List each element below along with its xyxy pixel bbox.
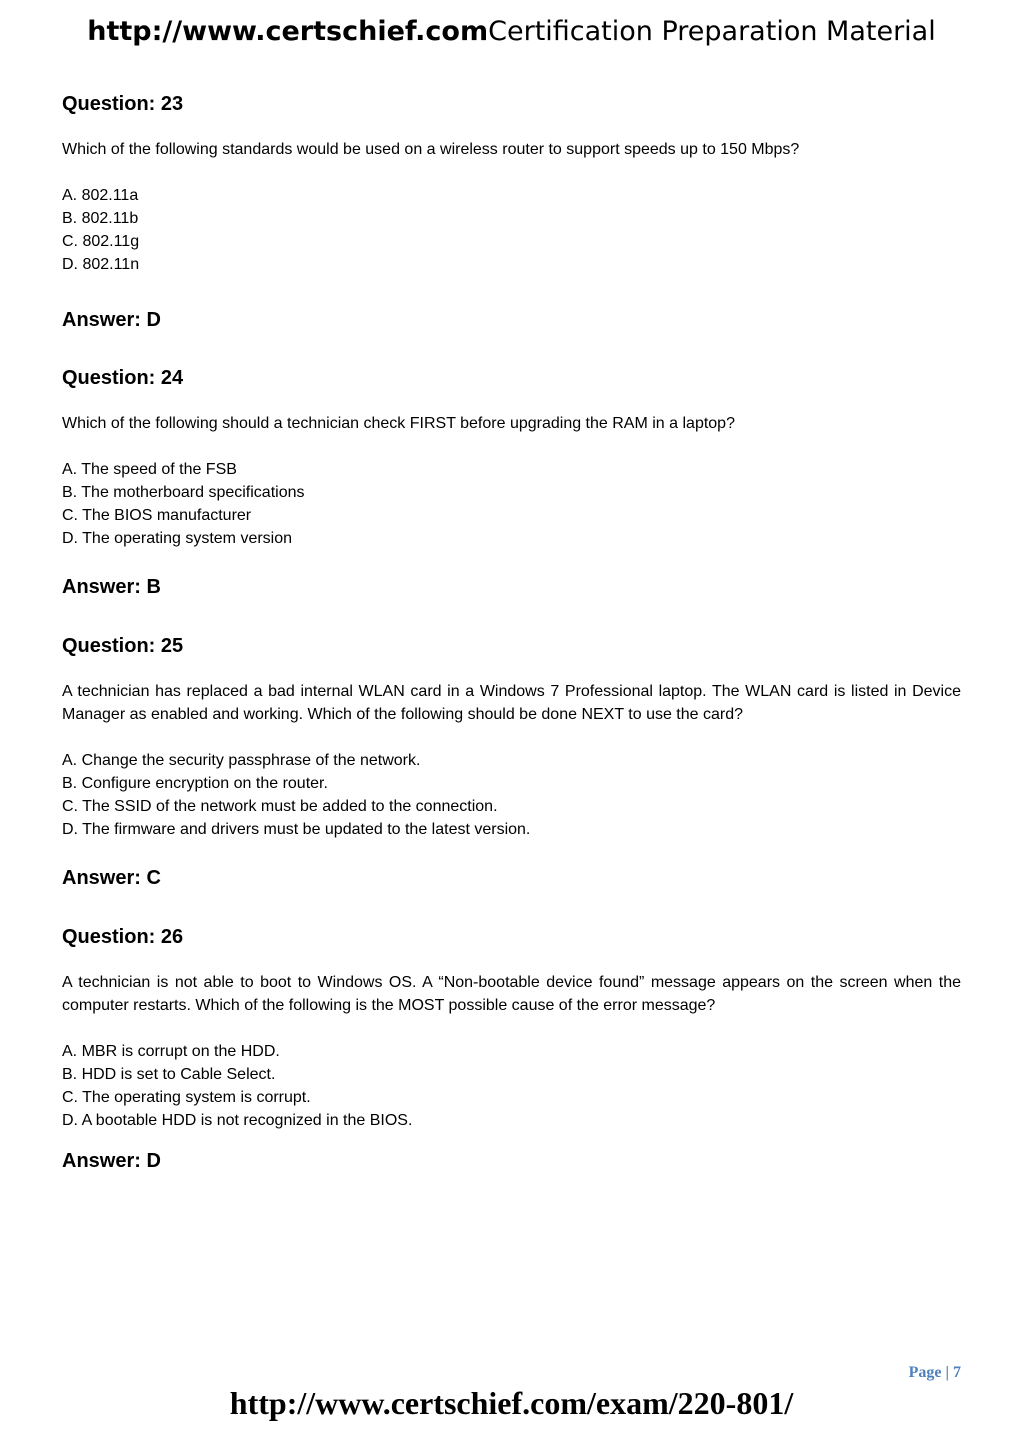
answer-line: Answer: B (62, 576, 161, 598)
option-item: C. The SSID of the network must be added to the connection. (62, 798, 498, 815)
answer-line: Answer: D (62, 309, 161, 331)
header-site-link[interactable]: http://www.certschief.com (87, 16, 489, 47)
question-block (62, 632, 961, 892)
question-heading: Question: 26 (62, 926, 184, 948)
option-list (62, 749, 961, 841)
question-text: A technician is not able to boot to Windows OS. A “Non-bootable device found” message appears on the screen when the computer restarts. Which of the following is the MOST possible cause of the error message? (62, 974, 961, 1014)
question-block (62, 90, 961, 334)
header-tagline: Certification Preparation Material (488, 16, 936, 47)
option-item: B. Configure encryption on the router. (62, 775, 328, 792)
question-text: A technician has replaced a bad internal WLAN card in a Windows 7 Professional laptop. The WLAN card is listed in Device Manager as enabled and working. Which of the following should be done NEXT to use the card? (62, 683, 961, 723)
option-item: A. Change the security passphrase of the network. (62, 752, 421, 769)
option-list (62, 184, 961, 276)
document-body (62, 90, 961, 1175)
question-heading: Question: 23 (62, 93, 184, 115)
option-list (62, 1040, 961, 1132)
question-text: Which of the following standards would be used on a wireless router to support speeds up to 150 Mbps? (62, 141, 800, 158)
answer-line: Answer: D (62, 1150, 161, 1172)
page-number: Page | 7 (908, 1364, 961, 1381)
question-block (62, 923, 961, 1175)
question-heading: Question: 25 (62, 635, 184, 657)
question-block (62, 364, 961, 601)
option-item: D. 802.11n (62, 256, 140, 273)
option-item: C. 802.11g (62, 233, 140, 250)
option-item: D. The firmware and drivers must be updated to the latest version. (62, 821, 531, 838)
page-header (0, 14, 1023, 50)
option-item: B. The motherboard specifications (62, 484, 305, 501)
option-item: C. The BIOS manufacturer (62, 507, 252, 524)
option-item: D. The operating system version (62, 530, 293, 547)
question-text: Which of the following should a technician check FIRST before upgrading the RAM in a laptop? (62, 415, 735, 432)
option-item: A. 802.11a (62, 187, 139, 204)
option-item: D. A bootable HDD is not recognized in the BIOS. (62, 1112, 413, 1129)
option-item: A. The speed of the FSB (62, 461, 237, 478)
footer-exam-link[interactable]: http://www.certschief.com/exam/220-801/ (229, 1385, 794, 1421)
question-heading: Question: 24 (62, 367, 184, 389)
option-item: C. The operating system is corrupt. (62, 1089, 311, 1106)
option-item: A. MBR is corrupt on the HDD. (62, 1043, 280, 1060)
option-item: B. HDD is set to Cable Select. (62, 1066, 276, 1083)
answer-line: Answer: C (62, 867, 161, 889)
option-item: B. 802.11b (62, 210, 139, 227)
option-list (62, 458, 961, 550)
